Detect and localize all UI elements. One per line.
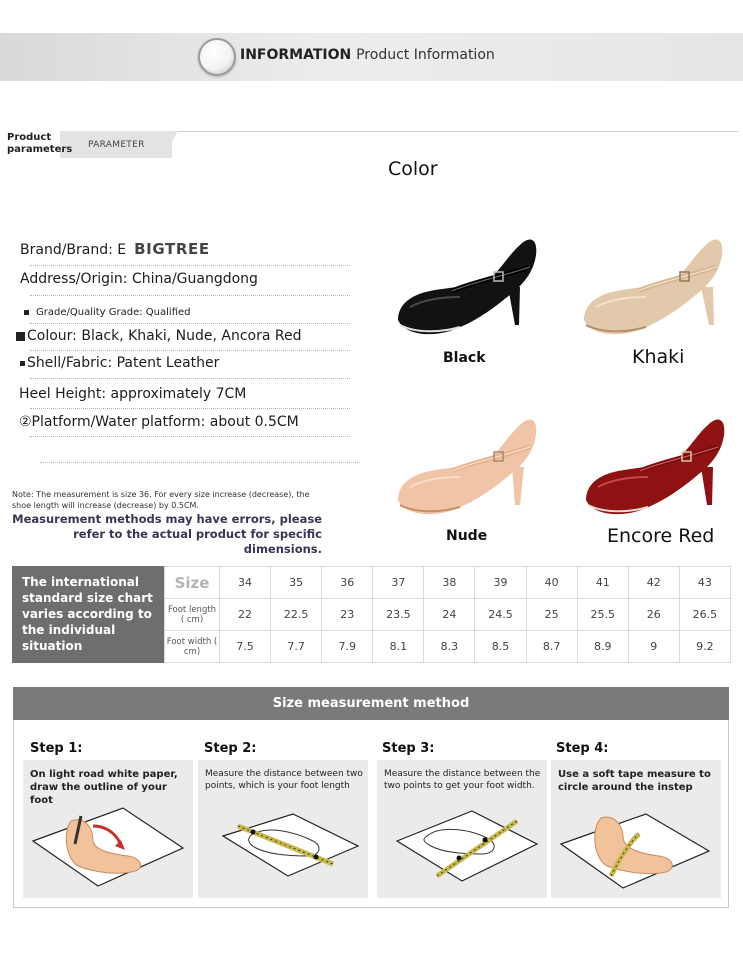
- size-cell: 37: [373, 567, 424, 599]
- size-cell: 34: [220, 567, 271, 599]
- spec-brand-text: Brand/Brand: E: [20, 242, 127, 258]
- spec-divider: [30, 436, 350, 437]
- color-heading: Color: [388, 158, 438, 180]
- foot-width-cell: 8.1: [373, 631, 424, 663]
- shoe-black-image: [390, 225, 540, 340]
- size-note: Note: The measurement is size 36. For every size increase (decrease), the shoe length will increase (decrease) by 0.5CM.: [12, 490, 310, 510]
- step-3-text: Measure the distance between the two points to get your foot width.: [384, 769, 541, 791]
- spec-divider: [40, 462, 360, 463]
- spec-shell-text: Shell/Fabric: Patent Leather: [27, 355, 220, 371]
- shoe-nude-heel: [512, 467, 524, 505]
- point-marker: [483, 838, 488, 843]
- foot-length-cell: 24.5: [475, 599, 526, 631]
- foot-length-cell: 25.5: [577, 599, 628, 631]
- instep-illustration: [551, 796, 721, 896]
- foot-width-cell: 7.5: [220, 631, 271, 663]
- spec-shell: [20, 355, 219, 371]
- shoe-khaki-heel: [701, 287, 714, 325]
- foot-length-cell: 22: [220, 599, 271, 631]
- info-header-title: [240, 47, 495, 63]
- size-cell: 35: [271, 567, 322, 599]
- step-3-title: Step 3:: [382, 741, 435, 756]
- foot-width-cell: 7.9: [322, 631, 373, 663]
- circle-badge-icon: [198, 38, 236, 76]
- foot-width-cell: 9: [628, 631, 679, 663]
- foot-width-row: [165, 631, 731, 663]
- size-cell: 39: [475, 567, 526, 599]
- foot-length-cell: 22.5: [271, 599, 322, 631]
- spec-grade: [24, 307, 191, 318]
- point-marker: [314, 855, 319, 860]
- foot-width-cell: 9.2: [679, 631, 730, 663]
- measurement-title: Size measurement method: [13, 687, 729, 720]
- foot-length-illustration: [198, 796, 368, 896]
- foot-length-row: [165, 599, 731, 631]
- foot-length-label: Foot length ( cm): [165, 599, 220, 631]
- foot-width-cell: 8.3: [424, 631, 475, 663]
- size-chart-table: [164, 566, 731, 663]
- size-cell: 36: [322, 567, 373, 599]
- foot-length-cell: 23.5: [373, 599, 424, 631]
- step-2-panel: [198, 760, 368, 898]
- spec-divider: [30, 350, 350, 351]
- point-marker: [457, 856, 462, 861]
- size-cell: 40: [526, 567, 577, 599]
- size-cell: 41: [577, 567, 628, 599]
- size-row: [165, 567, 731, 599]
- shoe-nude-image: [390, 405, 540, 520]
- spec-colour: [16, 328, 302, 344]
- info-title-rest: Product Information: [356, 47, 495, 63]
- step-4-panel: [551, 760, 721, 898]
- size-cell: 43: [679, 567, 730, 599]
- parameter-label: Product parameters: [7, 132, 73, 155]
- foot-width-illustration: [377, 796, 547, 896]
- foot-length-cell: 24: [424, 599, 475, 631]
- bullet-icon: [24, 310, 29, 315]
- parameter-sub-label: PARAMETER: [88, 140, 145, 150]
- spec-divider: [30, 323, 350, 324]
- step-4-title: Step 4:: [556, 741, 609, 756]
- foot-length-cell: 23: [322, 599, 373, 631]
- foot-width-cell: 7.7: [271, 631, 322, 663]
- spec-origin: Address/Origin: China/Guangdong: [20, 271, 258, 287]
- step-1-text: On light road white paper, draw the outline of your foot: [30, 769, 178, 806]
- measurement-disclaimer: Measurement methods may have errors, please refer to the actual product for specific dimensions.: [12, 512, 322, 556]
- foot-length-cell: 25: [526, 599, 577, 631]
- shoe-label-encore-red: Encore Red: [607, 525, 715, 547]
- step-4-text: Use a soft tape measure to circle around the instep: [558, 769, 711, 793]
- shoe-label-nude: Nude: [446, 528, 488, 544]
- bullet-icon: [16, 332, 25, 341]
- spec-divider: [30, 265, 350, 266]
- step-2-text: Measure the distance between two points, which is your foot length: [205, 769, 363, 791]
- shoe-label-black: Black: [443, 350, 486, 366]
- spec-brand: [20, 240, 210, 258]
- parameter-tab-corner: [170, 131, 178, 145]
- foot-width-cell: 8.7: [526, 631, 577, 663]
- shoe-label-khaki: Khaki: [632, 346, 685, 368]
- spec-divider: [30, 295, 350, 296]
- parameter-divider: [178, 131, 738, 132]
- size-chart-caption: The international standard size chart varies according to the individual situation: [12, 566, 164, 663]
- shoe-red-image: [578, 405, 728, 520]
- step-2-title: Step 2:: [204, 741, 257, 756]
- paper-sheet: [33, 808, 183, 886]
- spec-divider: [30, 408, 350, 409]
- spec-heel: Heel Height: approximately 7CM: [19, 386, 247, 402]
- foot-length-cell: 26.5: [679, 599, 730, 631]
- size-cell: 38: [424, 567, 475, 599]
- info-title-bold: INFORMATION: [240, 47, 352, 63]
- spec-platform: ②Platform/Water platform: about 0.5CM: [19, 414, 299, 430]
- step-3-panel: [377, 760, 547, 898]
- foot-width-label: Foot width ( cm): [165, 631, 220, 663]
- brand-logo: BIGTREE: [134, 240, 210, 258]
- step-1-panel: [23, 760, 193, 898]
- foot-width-cell: 8.9: [577, 631, 628, 663]
- step-1-title: Step 1:: [30, 741, 83, 756]
- foot-length-cell: 26: [628, 599, 679, 631]
- spec-colour-text: Colour: Black, Khaki, Nude, Ancora Red: [27, 328, 302, 344]
- size-cell: 42: [628, 567, 679, 599]
- foot-outline-illustration: [23, 796, 193, 896]
- foot-width-cell: 8.5: [475, 631, 526, 663]
- shoe-khaki-image: [576, 225, 726, 340]
- point-marker: [251, 830, 256, 835]
- bullet-icon: [20, 361, 25, 366]
- spec-grade-text: Grade/Quality Grade: Qualified: [36, 307, 191, 318]
- size-row-label: Size: [165, 567, 220, 599]
- shoe-red-heel: [701, 467, 713, 505]
- spec-divider: [30, 378, 350, 379]
